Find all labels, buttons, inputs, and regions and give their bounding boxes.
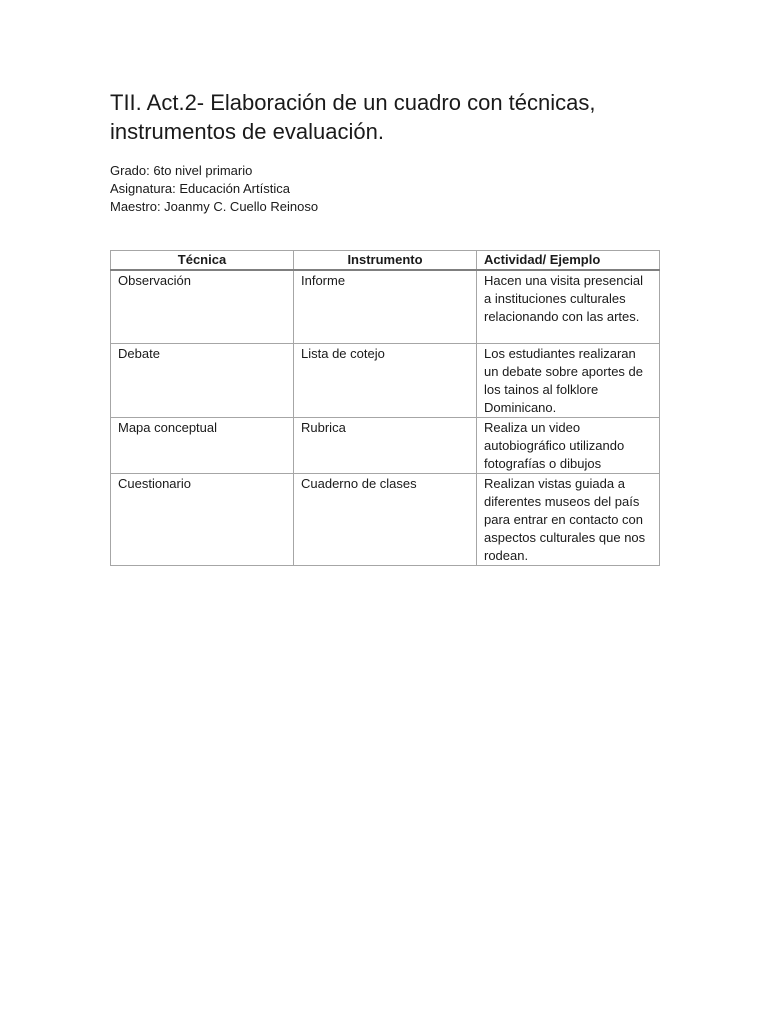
cell-actividad: Los estudiantes realizaran un debate sobre aportes de los tainos al folklore Dominicano.: [477, 344, 660, 418]
cell-instrumento: Informe: [294, 270, 477, 344]
grade-line: Grado: 6to nivel primario: [110, 163, 253, 178]
cell-instrumento: Cuaderno de clases: [294, 474, 477, 566]
cell-instrumento: Rubrica: [294, 418, 477, 474]
cell-actividad: Realizan vistas guiada a diferentes museos del país para entrar en contacto con aspectos culturales que nos rodean.: [477, 474, 660, 566]
cell-tecnica: Cuestionario: [111, 474, 294, 566]
teacher-line: Maestro: Joanmy C. Cuello Reinoso: [110, 199, 319, 214]
column-header-tecnica: Técnica: [111, 251, 294, 271]
table-row: [111, 474, 660, 566]
column-header-actividad: Actividad/ Ejemplo: [477, 251, 660, 271]
cell-tecnica: Debate: [111, 344, 294, 418]
column-header-instrumento: Instrumento: [294, 251, 477, 271]
cell-actividad: Realiza un video autobiográfico utilizando fotografías o dibujos: [477, 418, 660, 474]
cell-tecnica: Mapa conceptual: [111, 418, 294, 474]
evaluation-table: [110, 250, 660, 566]
table-row: [111, 344, 660, 418]
subject-line: Asignatura: Educación Artística: [110, 181, 290, 196]
table-row: [111, 418, 660, 474]
cell-instrumento: Lista de cotejo: [294, 344, 477, 418]
document-title: TII. Act.2- Elaboración de un cuadro con técnicas, instrumentos de evaluación.: [110, 90, 596, 144]
cell-tecnica: Observación: [111, 270, 294, 344]
document-meta: [110, 162, 510, 216]
table-header-row: [111, 251, 660, 271]
table-row: [111, 270, 660, 344]
cell-actividad: Hacen una visita presencial a instituciones culturales relacionando con las artes.: [477, 270, 660, 344]
